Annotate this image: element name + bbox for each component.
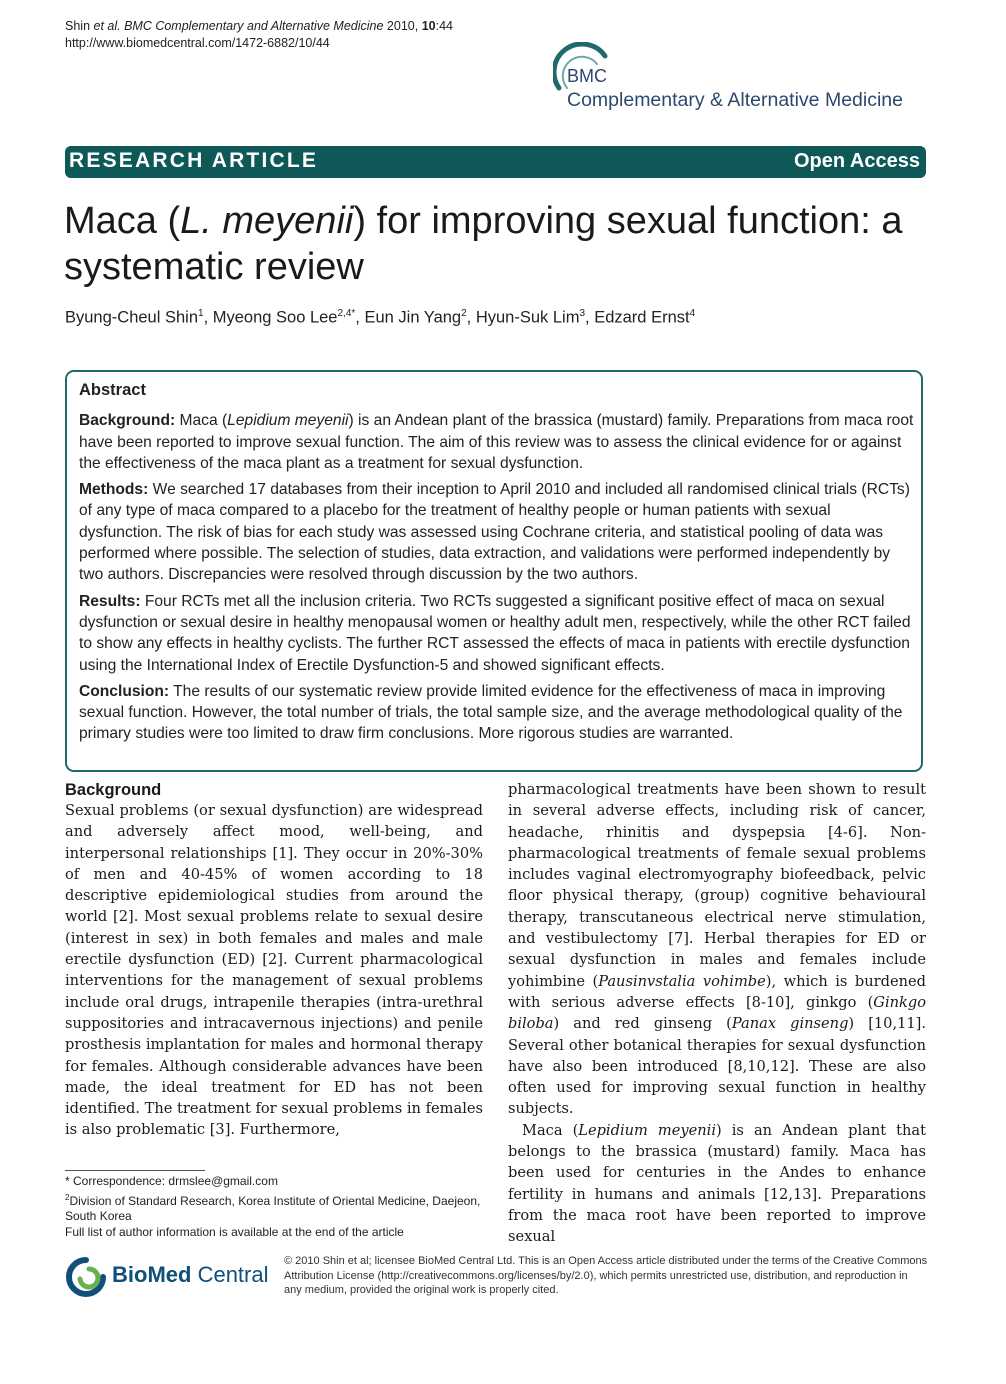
license-text: © 2010 Shin et al; licensee BioMed Central Ltd. This is an Open Access article distributed under the terms of the Creative Commons Attribution License (http://creativecommons.org/licenses/by/2.0), which permits unrestricted use, distribution, and reproduction in any medium, provided the original work is properly cited.	[284, 1255, 928, 1296]
abstract-heading: Abstract	[79, 381, 146, 399]
journal-bmc-label: BMC	[567, 66, 607, 86]
footnotes	[65, 1174, 485, 1240]
correspondence-note: * Correspondence: drmslee@gmail.com	[65, 1174, 278, 1188]
article-title: Maca (L. meyenii) for improving sexual function: a systematic review	[64, 200, 903, 288]
abstract-background: Background: Maca (Lepidium meyenii) is an Andean plant of the brassica (mustard) family. Preparations from maca root have been reported to improve sexual function. The aim of this review was to assess the clinical evidence for or against the effectiveness of the maca plant as a treatment for sexual dysfunction.	[79, 412, 914, 472]
abstract-conclusion: Conclusion: The results of our systematic review provide limited evidence for the effectiveness of maca in improving sexual function. However, the total number of trials, the total sample size, and the average methodological quality of the primary studies were too limited to draw firm conclusions. More rigorous studies are warranted.	[79, 682, 903, 743]
body-column-left	[65, 779, 483, 1141]
section-heading-background: Background	[65, 781, 162, 799]
journal-name: Complementary & Alternative Medicine	[567, 89, 903, 111]
biomed-central-icon	[65, 1257, 107, 1297]
body-paragraph: Maca (Lepidium meyenii) is an Andean plant that belongs to the brassica (mustard) family. Maca has been used for centuries in the Andes to enhance fertility in humans and animals [12,13]. Preparations from the maca root have been reported to improve sexual	[508, 1121, 926, 1246]
citation-header	[65, 18, 453, 52]
open-access-label: Open Access	[794, 150, 920, 172]
abstract-content	[79, 380, 915, 750]
abstract-box	[65, 370, 923, 772]
abstract-results: Results: Four RCTs met all the inclusion criteria. Two RCTs suggested a significant positive effect of maca on sexual dysfunction or sexual desire in healthy menopausal women or healthy adult men, respectively, while the other RCT failed to show any effects in healthy cyclists. The further RCT assessed the effects of maca in patients with erectile dysfunction using the International Index of Erectile Dysfunction-5 and showed significant effects.	[79, 592, 911, 674]
article-url[interactable]: http://www.biomedcentral.com/1472-6882/10/44	[65, 36, 330, 50]
footnote-divider	[65, 1170, 205, 1171]
journal-logo	[553, 42, 933, 122]
biomed-central-wordmark: BioMed Central	[112, 1262, 269, 1287]
body-paragraph: Sexual problems (or sexual dysfunction) are widespread and adversely affect mood, well-being, and interpersonal relationships [1]. They occur in 20%-30% of men and 40-45% of women according to 18 descriptive epidemiological studies from around the world [2]. Most sexual problems relate to sexual desire (interest in sex) in both females and males and male erectile dysfunction (ED) [2]. Current pharmacological interventions for the management of sexual problems include oral drugs, intrapenile therapies (intra-urethral suppositories and intracavernous injections) and penile prosthesis implantation for males and hormonal therapy for females. Although considerable advances have been made, the ideal treatment for ED has not been identified. The treatment for sexual problems in females is also problematic [3]. Furthermore,	[65, 802, 483, 1139]
author-list: Byung-Cheul Shin$^1$, Myeong Soo Lee$^{2,4*}$, Eun Jin Yang$^2$, Hyun-Suk Lim$^3$, Edzard Ernst$^4$	[65, 308, 696, 327]
affiliation-note: $^2$Division of Standard Research, Korea Institute of Oriental Medicine, Daejeon, South Korea	[65, 1192, 481, 1223]
body-paragraph: pharmacological treatments have been shown to result in several adverse effects, including risk of cancer, headache, rhinitis and dyspepsia [4-6]. Non-pharmacological treatments of female sexual problems includes vaginal electromyography biofeedback, pelvic floor physical therapy, (group) cognitive behavioural therapy, transcutaneous electrical nerve stimulation, and vestibulectomy [7]. Herbal therapies for ED or sexual dysfunction in males and females include yohimbine (Pausinvstalia vohimbe), which is burdened with serious adverse effects [8-10], ginkgo (Ginkgo biloba) and red ginseng (Panax ginseng) [10,11]. Several other botanical therapies for sexual dysfunction have also been introduced [8,10,12]. These are also often used for improving sexual function in healthy subjects.	[508, 781, 926, 1118]
author-info-note: Full list of author information is available at the end of the article	[65, 1224, 404, 1239]
biomed-central-logo	[65, 1257, 275, 1297]
citation-line: Shin et al. BMC Complementary and Alternative Medicine 2010, 10:44	[65, 19, 453, 33]
abstract-methods: Methods: We searched 17 databases from their inception to April 2010 and included all randomised clinical trials (RCTs) of any type of maca compared to a placebo for the treatment of healthy people or human patients with sexual dysfunction. The risk of bias for each study was assessed using Cochrane criteria, and statistical pooling of data was performed where possible. The selection of studies, data extraction, and validations were performed independently by two authors. Discrepancies were resolved through discussion by the two authors.	[79, 481, 910, 584]
body-column-right	[508, 779, 926, 1248]
article-type-banner	[65, 146, 926, 178]
article-type: RESEARCH ARTICLE	[69, 149, 319, 172]
